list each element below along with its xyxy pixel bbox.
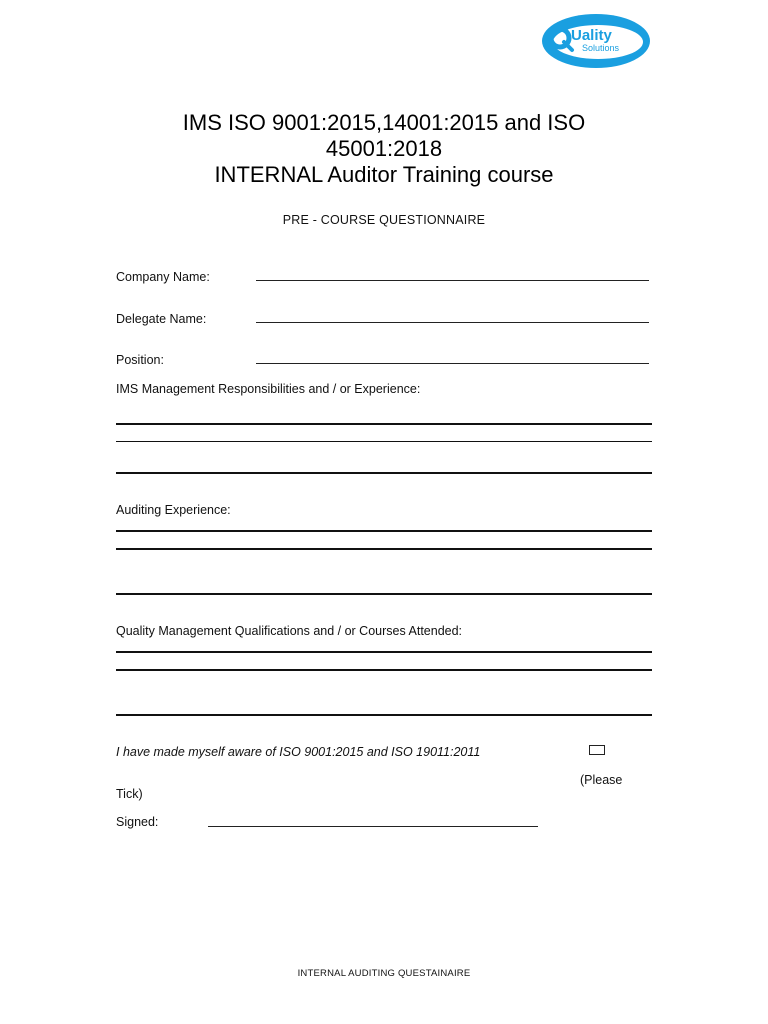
delegate-name-label: Delegate Name: — [116, 312, 207, 326]
ims-answer-line-3[interactable] — [116, 472, 652, 474]
auditing-answer-line-3[interactable] — [116, 593, 652, 595]
logo-word-quality: Uality — [571, 27, 612, 44]
awareness-checkbox[interactable] — [589, 745, 605, 755]
quality-answer-line-3[interactable] — [116, 714, 652, 716]
position-field[interactable] — [256, 363, 649, 364]
please-tick-label: (Please — [580, 773, 623, 787]
signed-label: Signed: — [116, 815, 159, 829]
company-name-label: Company Name: — [116, 270, 210, 284]
title-line-3: INTERNAL Auditor Training course — [214, 162, 554, 187]
auditing-experience-label: Auditing Experience: — [116, 503, 231, 517]
auditing-answer-line-1[interactable] — [116, 530, 652, 532]
signature-field[interactable] — [208, 826, 538, 827]
quality-qualifications-label: Quality Management Qualifications and / or Courses Attended: — [116, 624, 463, 638]
document-subtitle: PRE - COURSE QUESTIONNAIRE — [282, 213, 486, 227]
document-title — [84, 110, 684, 188]
quality-answer-line-2[interactable] — [116, 669, 652, 671]
company-name-field[interactable] — [256, 280, 649, 281]
ims-answer-line-2[interactable] — [116, 441, 652, 442]
auditing-answer-line-2[interactable] — [116, 548, 652, 550]
logo-word-solutions: Solutions — [582, 43, 620, 53]
title-line-2: 45001:2018 — [325, 136, 443, 161]
title-line-1: IMS ISO 9001:2015,14001:2015 and ISO — [182, 110, 586, 135]
delegate-name-field[interactable] — [256, 322, 649, 323]
position-label: Position: — [116, 353, 164, 367]
page-footer: INTERNAL AUDITING QUESTAINAIRE — [297, 968, 471, 979]
quality-solutions-logo — [540, 12, 652, 70]
ims-experience-label: IMS Management Responsibilities and / or Experience: — [116, 382, 421, 396]
tick-label: Tick) — [116, 787, 143, 801]
quality-answer-line-1[interactable] — [116, 651, 652, 653]
awareness-declaration: I have made myself aware of ISO 9001:2015 and ISO 19011:2011 — [116, 745, 481, 759]
ims-answer-line-1[interactable] — [116, 423, 652, 425]
